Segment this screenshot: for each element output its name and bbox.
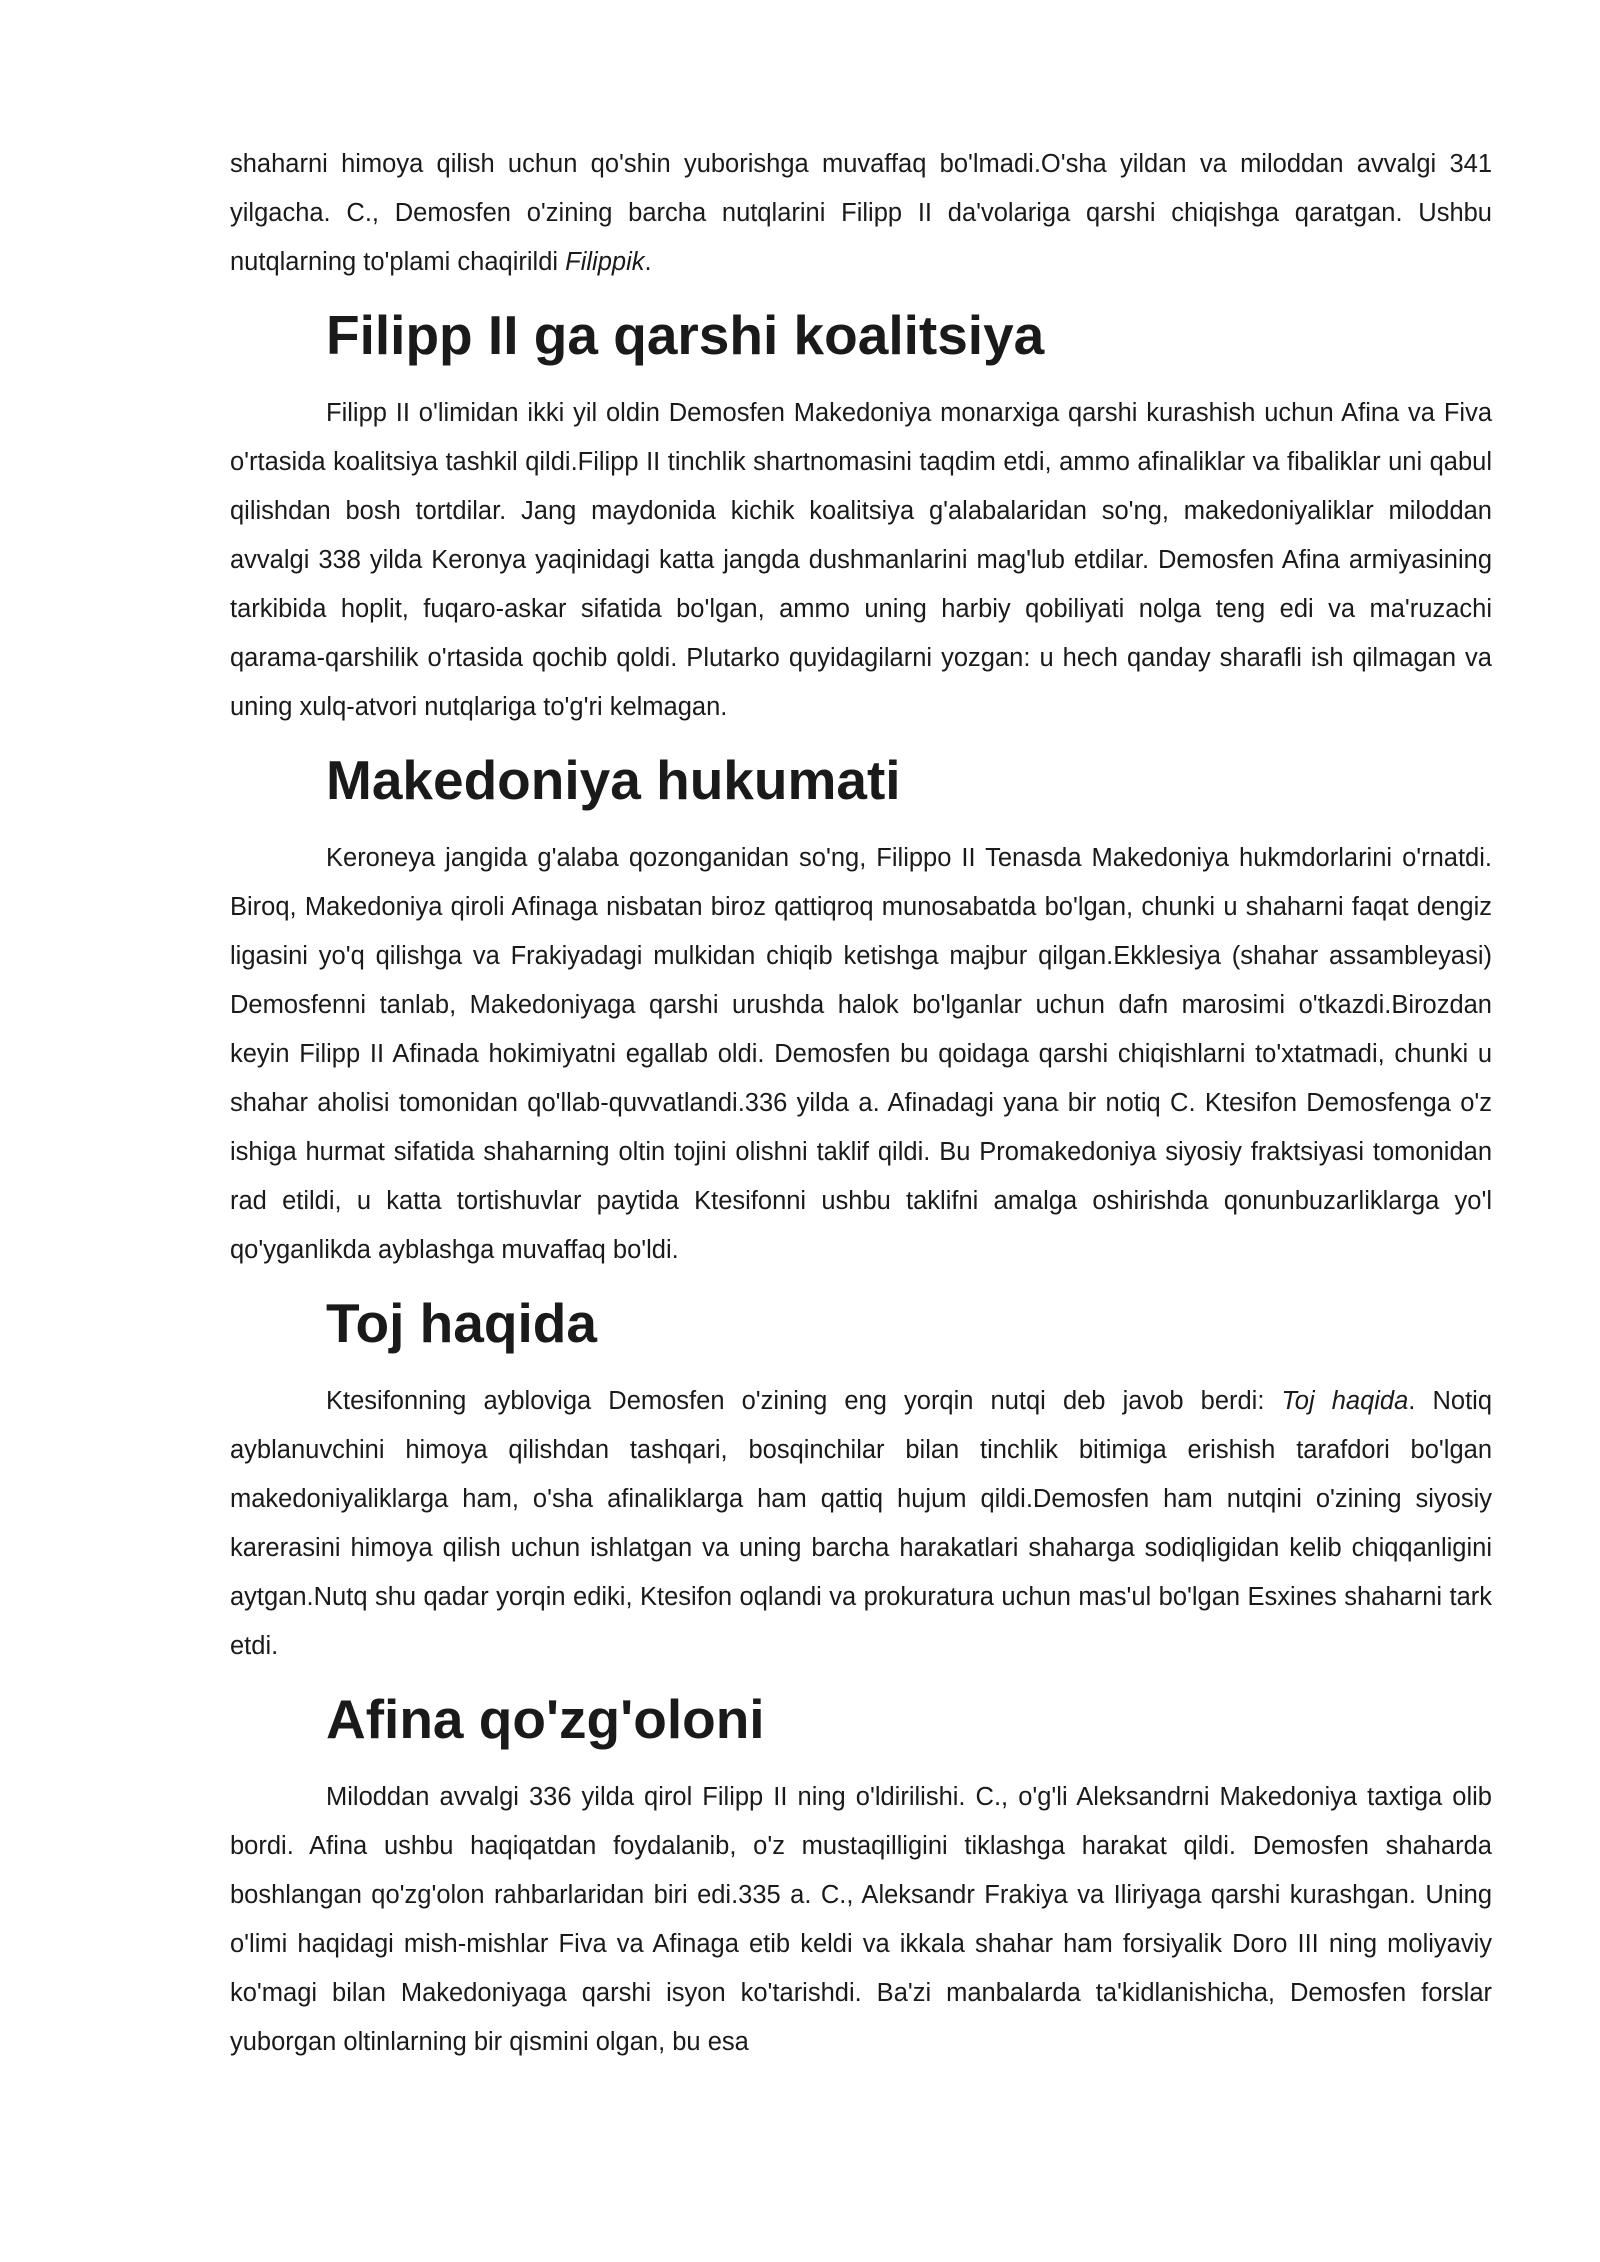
section-heading-macedonian-government: Makedoniya hukumati xyxy=(326,749,901,811)
section-paragraph-athens-uprising: Miloddan avvalgi 336 yilda qirol Filipp II ning o'ldirilishi. C., o'g'li Aleksandrni Makedoniya taxtiga olib bordi. Afina ushbu haqiqatdan foydalanib, o'z mustaqilligini tiklashga harakat qildi. Demosfen shaharda boshlangan qo'zg'olon rahbarlaridan biri edi.335 a. C., Aleksandr Frakiya va Iliriyaga qarshi kurashgan. Uning o'limi haqidagi mish-mishlar Fiva va Afinaga etib keldi va ikkala shahar ham forsiyalik Doro III ning moliyaviy ko'magi bilan Makedoniyaga qarshi isyon ko'tarishdi. Ba'zi manbalarda ta'kidlanishicha, Demosfen forslar yuborgan oltinlarning bir qismini olgan, bu esa xyxy=(230,1783,1492,2056)
crown-text-before: Ktesifonning aybloviga Demosfen o'zining eng yorqin nutqi deb javob berdi: xyxy=(326,1387,1282,1415)
section-paragraph-macedonian-government: Keroneya jangida g'alaba qozonganidan so'ng, Filippo II Tenasda Makedoniya hukmdorlarini o'rnatdi. Biroq, Makedoniya qiroli Afinaga nisbatan biroz qattiqroq munosabatda bo'lgan, chunki u shaharni faqat dengiz ligasini yo'q qilishga va Frakiyadagi mulkidan chiqib ketishga majbur qilgan.Ekklesiya (shahar assambleyasi) Demosfenni tanlab, Makedoniyaga qarshi urushda halok bo'lganlar uchun dafn marosimi o'tkazdi.Birozdan keyin Filipp II Afinada hokimiyatni egallab oldi. Demosfen bu qoidaga qarshi chiqishlarni to'xtatmadi, chunki u shahar aholisi tomonidan qo'llab-quvvatlandi.336 yilda a. Afinadagi yana bir notiq C. Ktesifon Demosfenga o'z ishiga hurmat sifatida shaharning oltin tojini olishni taklif qildi. Bu Promakedoniya siyosiy fraktsiyasi tomonidan rad etildi, u katta tortishuvlar paytida Ktesifonni ushbu taklifni amalga oshirishda qonunbuzarliklarga yo'l qo'yganlikda ayblashga muvaffaq bo'ldi. xyxy=(230,844,1492,1264)
intro-text: shaharni himoya qilish uchun qo'shin yuborishga muvaffaq bo'lmadi.O'sha yildan va miloddan avvalgi 341 yilgacha. C., Demosfen o'zining barcha nutqlarini Filipp II da'volariga qarshi chiqishga qaratgan. Ushbu nutqlarning to'plami chaqirildi xyxy=(230,150,1492,276)
section-heading-on-the-crown: Toj haqida xyxy=(326,1292,597,1354)
crown-italic-title: Toj haqida xyxy=(1281,1387,1409,1415)
intro-paragraph xyxy=(230,140,1492,287)
document-page xyxy=(230,140,1492,2067)
section-paragraph-coalition: Filipp II o'limidan ikki yil oldin Demosfen Makedoniya monarxiga qarshi kurashish uchun Afina va Fiva o'rtasida koalitsiya tashkil qildi.Filipp II tinchlik shartnomasini taqdim etdi, ammo afinaliklar va fibaliklar uni qabul qilishdan bosh tortdilar. Jang maydonida kichik koalitsiya g'alabalaridan so'ng, makedoniyaliklar miloddan avvalgi 338 yilda Keronya yaqinidagi katta jangda dushmanlarini mag'lub etdilar. Demosfen Afina armiyasining tarkibida hoplit, fuqaro-askar sifatida bo'lgan, ammo uning harbiy qobiliyati nolga teng edi va ma'ruzachi qarama-qarshilik o'rtasida qochib qoldi. Plutarko quyidagilarni yozgan: u hech qanday sharafli ish qilmagan va uning xulq-atvori nutqlariga to'g'ri kelmagan. xyxy=(230,399,1492,721)
section-heading-athens-uprising: Afina qo'zg'oloni xyxy=(326,1688,765,1750)
crown-text-after: . Notiq ayblanuvchini himoya qilishdan tashqari, bosqinchilar bilan tinchlik bitimiga erishish tarafdori bo'lgan makedoniyaliklarga ham, o'sha afinaliklarga ham qattiq hujum qildi.Demosfen ham nutqini o'zining siyosiy karerasini himoya qilish uchun ishlatgan va uning barcha harakatlari shaharga sodiqligidan kelib chiqqanligini aytgan.Nutq shu qadar yorqin ediki, Ktesifon oqlandi va prokuratura uchun mas'ul bo'lgan Esxines shaharni tark etdi. xyxy=(230,1387,1493,1660)
intro-italic-title: Filippik xyxy=(565,248,645,276)
section-heading-coalition: Filipp II ga qarshi koalitsiya xyxy=(326,304,1045,366)
intro-tail: . xyxy=(644,248,652,276)
section-paragraph-on-the-crown xyxy=(230,1377,1492,1671)
